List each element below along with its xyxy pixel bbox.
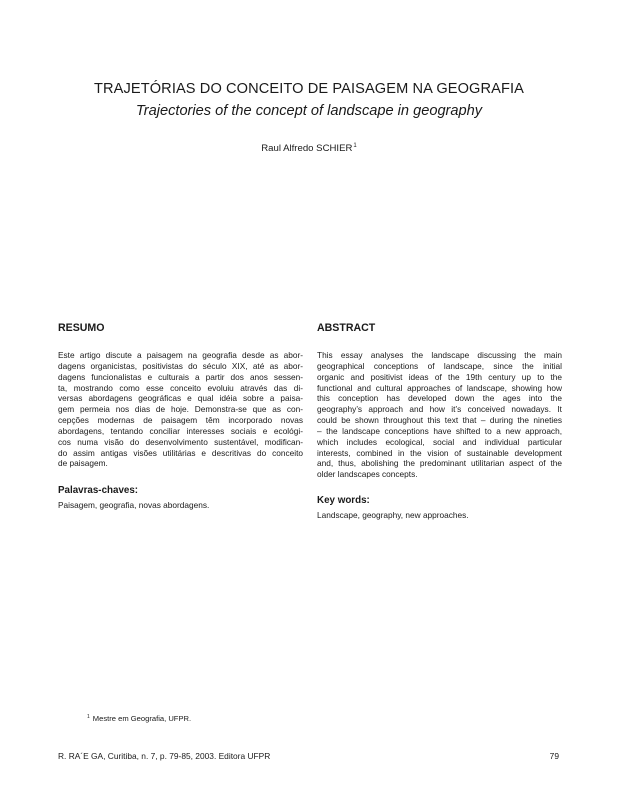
abstract-line: – the landscape conceptions have shifted to a new approach, bbox=[317, 425, 562, 436]
resumo-line: de paisagem. bbox=[58, 458, 108, 469]
abstract-line: functional and cultural approaches of landscape, showing how bbox=[317, 382, 562, 393]
resumo-heading: RESUMO bbox=[58, 322, 105, 334]
abstract-line: This essay analyses the landscape discussing the main bbox=[317, 350, 562, 360]
resumo-line: gem permeia nos dias de hoje. Demonstra-se que as con- bbox=[58, 404, 303, 415]
journal-citation: R. RA´E GA, Curitiba, n. 7, p. 79-85, 2003. Editora UFPR bbox=[58, 751, 271, 761]
resumo-line: abordagens, tentando conciliar interesses sociais e ecológi- bbox=[58, 425, 303, 436]
author-note-marker: 1 bbox=[353, 143, 357, 149]
page-number: 79 bbox=[549, 751, 559, 761]
abstract-line: geographical conceptions of landscape, since the initial bbox=[317, 360, 562, 371]
key-words-text: Landscape, geography, new approaches. bbox=[317, 510, 469, 521]
abstract-heading: ABSTRACT bbox=[317, 322, 376, 334]
abstract-line: and, thus, abolishing the predominant utilitarian aspect of the bbox=[317, 458, 562, 469]
author bbox=[0, 143, 618, 154]
abstract-line: geography’s approach and how it’s conceived nowadays. It bbox=[317, 404, 562, 415]
key-words-heading: Key words: bbox=[317, 495, 370, 507]
footnote-text: Mestre em Geografia, UFPR. bbox=[92, 714, 192, 723]
footnote-marker: 1 bbox=[87, 714, 90, 720]
resumo-line: dagens funcionalistas e culturais a partir dos anos sessen- bbox=[58, 371, 303, 382]
resumo-line: do assim antigas visões utilitárias e descritivas do conceito bbox=[58, 447, 303, 458]
author-name: Raul Alfredo SCHIER bbox=[261, 143, 353, 154]
resumo-text bbox=[58, 350, 303, 469]
resumo-line: cepções modernas de paisagem têm incorporado novas bbox=[58, 415, 303, 426]
resumo-line: versas abordagens geográficas e qual idéia sobre a paisa- bbox=[58, 393, 303, 404]
abstract-line: interests, combined in the vision of sustainable development bbox=[317, 447, 562, 458]
abstract-line: organic and positivist ideas of the 19th century up to the bbox=[317, 371, 562, 382]
footnote bbox=[87, 714, 191, 723]
abstract-line: could be shown throughout this text that – during the nineties bbox=[317, 415, 562, 426]
paper-subtitle: Trajectories of the concept of landscape in geography bbox=[135, 103, 483, 119]
abstract-text bbox=[317, 350, 562, 480]
resumo-column bbox=[58, 322, 303, 510]
resumo-line: dagens organicistas, positivistas do século XIX, até as abor- bbox=[58, 360, 303, 371]
resumo-line: ta, mostrando como esse conceito evoluiu através das di- bbox=[58, 382, 303, 393]
abstract-line: which includes ecological, social and individual particular bbox=[317, 436, 562, 447]
abstract-line: this conception has developed down the ages into the bbox=[317, 393, 562, 404]
palavras-chaves-text: Paisagem, geografia, novas abordagens. bbox=[58, 500, 210, 511]
resumo-line: cos numa visão do desenvolvimento sustentável, modifican- bbox=[58, 436, 303, 447]
abstract-line: older landscapes concepts. bbox=[317, 469, 418, 480]
paper-title: TRAJETÓRIAS DO CONCEITO DE PAISAGEM NA GEOGRAFIA bbox=[94, 81, 524, 97]
palavras-chaves-heading: Palavras-chaves: bbox=[58, 485, 139, 497]
abstract-column bbox=[317, 322, 562, 520]
resumo-line: Este artigo discute a paisagem na geografia desde as abor- bbox=[58, 350, 303, 360]
